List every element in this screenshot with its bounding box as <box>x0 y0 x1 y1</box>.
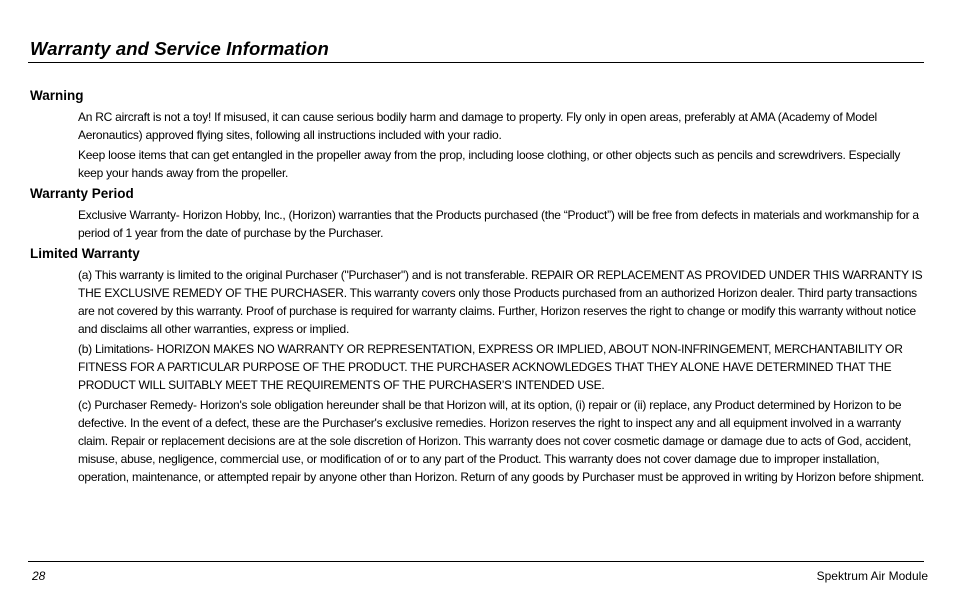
document-body <box>30 86 926 486</box>
footer-divider <box>28 561 924 562</box>
section-warning <box>30 86 926 182</box>
section-limited-warranty <box>30 244 926 486</box>
page-number: 28 <box>32 569 46 583</box>
section-warranty-period <box>30 184 926 242</box>
paragraph: Keep loose items that can get entangled in the propeller away from the prop, including loose clothing, or other objects such as pencils and screwdrivers. Especially keep your hands away from the propeller. <box>78 148 901 180</box>
section-heading: Limited Warranty <box>30 246 140 261</box>
section-heading: Warranty Period <box>30 186 134 201</box>
paragraph: (a) This warranty is limited to the original Purchaser ("Purchaser") and is not transferable. REPAIR OR REPLACEMENT AS PROVIDED UNDER THIS WARRANTY IS THE EXCLUSIVE REMEDY OF THE PURCHASER. This warranty covers only those Products purchased from an authorized Horizon dealer. Third party transactions are not covered by this warranty. Proof of purchase is required for warranty claims. Further, Horizon reserves the right to change or modify this warranty without notice and disclaims all other warranties, express or implied. <box>78 268 923 336</box>
title-divider <box>28 62 924 63</box>
page-title: Warranty and Service Information <box>30 38 329 59</box>
paragraph: Exclusive Warranty- Horizon Hobby, Inc., (Horizon) warranties that the Products purchased (the “Product”) will be free from defects in materials and workmanship for a period of 1 year from the date of purchase by the Purchaser. <box>78 208 919 240</box>
paragraph: (c) Purchaser Remedy- Horizon's sole obligation hereunder shall be that Horizon will, at its option, (i) repair or (ii) replace, any Product determined by Horizon to be defective. In the event of a defect, these are the Purchaser's exclusive remedies. Horizon reserves the right to inspect any and all equipment involved in a warranty claim. Repair or replacement decisions are at the sole discretion of Horizon. This warranty does not cover cosmetic damage or damage due to acts of God, accident, misuse, abuse, negligence, commercial use, or modification of or to any part of the Product. This warranty does not cover damage due to improper installation, operation, maintenance, or attempted repair by anyone other than Horizon. Return of any goods by Purchaser must be approved in writing by Horizon before shipment. <box>78 398 924 484</box>
paragraph: (b) Limitations- HORIZON MAKES NO WARRANTY OR REPRESENTATION, EXPRESS OR IMPLIED, ABOUT NON-INFRINGEMENT, MERCHANTABILITY OR FITNESS FOR A PARTICULAR PURPOSE OF THE PRODUCT. THE PURCHASER ACKNOWLEDGES THAT THEY ALONE HAVE DETERMINED THAT THE PRODUCT WILL SUITABLY MEET THE REQUIREMENTS OF THE PURCHASER’S INTENDED USE. <box>78 342 903 392</box>
footer-product-name: Spektrum Air Module <box>816 569 928 583</box>
paragraph: An RC aircraft is not a toy! If misused, it can cause serious bodily harm and damage to property. Fly only in open areas, preferably at AMA (Academy of Model Aeronautics) approved flying sites, following all instructions included with your radio. <box>78 110 877 142</box>
section-heading: Warning <box>30 88 84 103</box>
